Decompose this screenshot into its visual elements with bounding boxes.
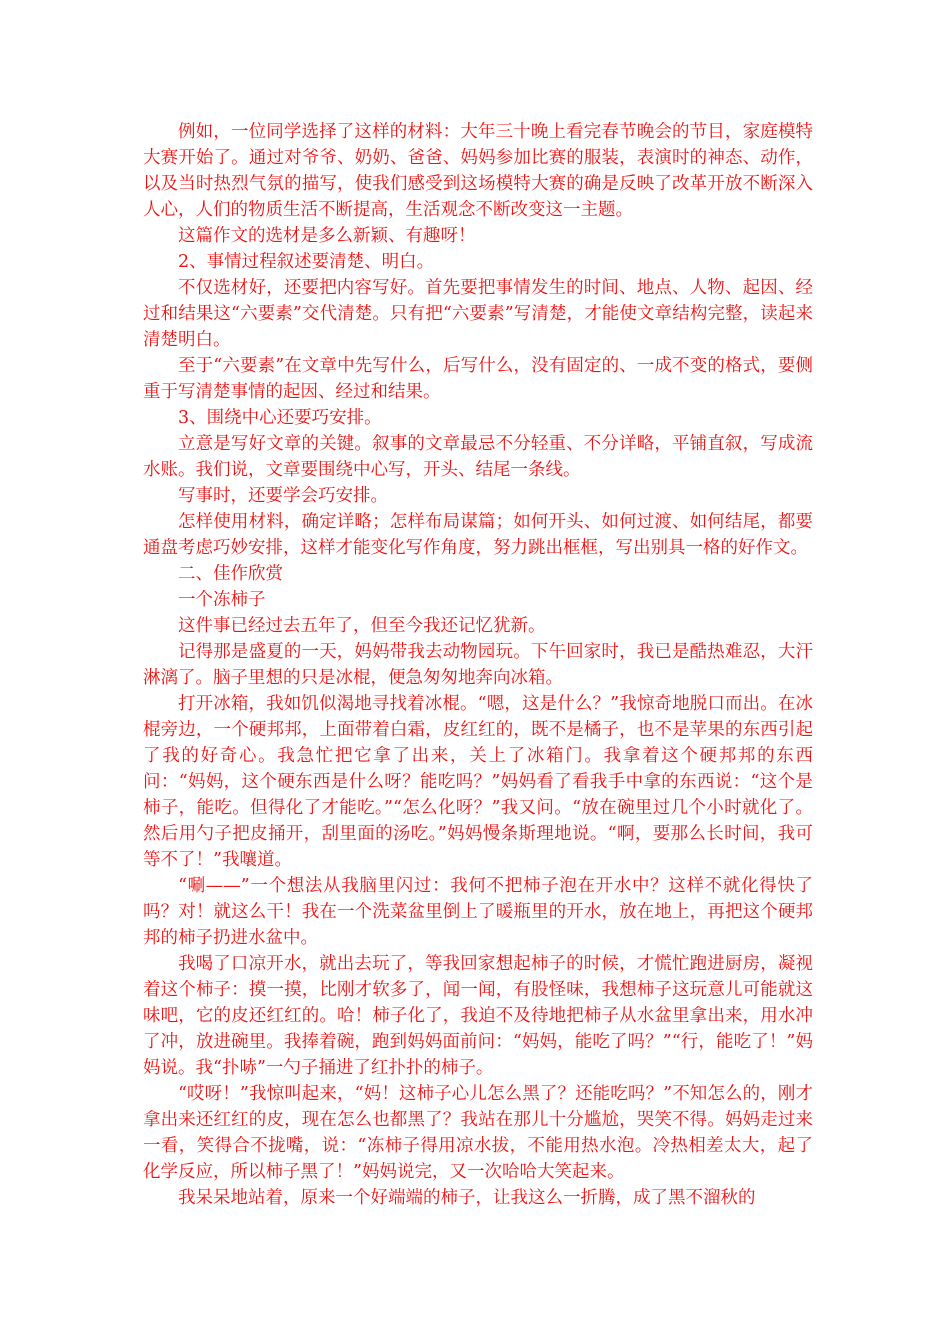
essay-paragraph: 这件事已经过去五年了，但至今我还记忆犹新。 (178, 616, 546, 636)
essay-title: 一个冻柿子 (178, 590, 266, 610)
essay-paragraph: “哎呀！”我惊叫起来，“妈！这柿子心儿怎么黑了？还能吃吗？”不知怎么的，刚才拿出来还红红的皮，现在怎么也都黑了？我站在那儿十分尴尬，哭笑不得。妈妈走过来一看，笑得合不拢嘴，说：“冻柿子得用凉水拔，不能用热水泡。冷热相差太大，起了化学反应，所以柿子黑了！”妈妈说完，又一次哈哈大笑起来。 (143, 1084, 813, 1182)
essay-paragraph: 打开冰箱，我如饥似渴地寻找着冰棍。“嗯，这是什么？”我惊奇地脱口而出。在冰棍旁边，一个硬邦邦，上面带着白霜，皮红红的，既不是橘子，也不是苹果的东西引起了我的好奇心。我急忙把它拿了出来，关上了冰箱门。我拿着这个硬邦邦的东西问：“妈妈，这个硬东西是什么呀？能吃吗？”妈妈看了看我手中拿的东西说：“这个是柿子，能吃。但得化了才能吃。”“怎么化呀？”我又问。“放在碗里过几个小时就化了。然后用勺子把皮捅开，刮里面的汤吃。”妈妈慢条斯理地说。“啊，要那么长时间，我可等不了！”我嚷道。 (143, 694, 813, 870)
paragraph-example-material: 例如，一位同学选择了这样的材料：大年三十晚上看完春节晚会的节目，家庭模特大赛开始了。通过对爷爷、奶奶、爸爸、妈妈参加比赛的服装，表演时的神态、动作，以及当时热烈气氛的描写，使我们感受到这场模特大赛的确是反映了改革开放不断深入人心，人们的物质生活不断提高，生活观念不断改变这一主题。 (143, 122, 813, 220)
section-heading-2: 2、事情过程叙述要清楚、明白。 (178, 252, 435, 272)
section-heading-appreciation: 二、佳作欣赏 (178, 564, 283, 584)
essay-paragraph: “唰——”一个想法从我脑里闪过：我何不把柿子泡在开水中？这样不就化得快了吗？对！就这么干！我在一个洗菜盆里倒上了暖瓶里的开水，放在地上，再把这个硬邦邦的柿子扔进水盆中。 (143, 876, 813, 948)
paragraph-six-elements-order: 至于“六要素”在文章中先写什么，后写什么，没有固定的、一成不变的格式，要侧重于写清楚事情的起因、经过和结果。 (143, 356, 813, 402)
section-heading-3: 3、围绕中心还要巧安排。 (178, 408, 382, 428)
paragraph-six-elements: 不仅选材好，还要把内容写好。首先要把事情发生的时间、地点、人物、起因、经过和结果这“六要素”交代清楚。只有把“六要素”写清楚，才能使文章结构完整，读起来清楚明白。 (143, 278, 813, 350)
essay-paragraph: 我喝了口凉开水，就出去玩了，等我回家想起柿子的时候，才慌忙跑进厨房，凝视着这个柿子：摸一摸，比刚才软多了，闻一闻，有股怪味，我想柿子这玩意儿可能就这味吧，它的皮还红红的。哈！柿子化了，我迫不及待地把柿子从水盆里拿出来，用水冲了冲，放进碗里。我捧着碗，跑到妈妈面前问：“妈妈，能吃了吗？”“行，能吃了！”妈妈说。我“扑哧”一勺子捅进了红扑扑的柿子。 (143, 954, 813, 1078)
paragraph-selection-novel: 这篇作文的选材是多么新颖、有趣呀！ (178, 226, 476, 246)
document-body (143, 119, 813, 1211)
paragraph-arrangement: 写事时，还要学会巧安排。 (178, 486, 388, 506)
essay-paragraph: 我呆呆地站着，原来一个好端端的柿子，让我这么一折腾，成了黑不溜秋的 (178, 1188, 756, 1208)
paragraph-theme-key: 立意是写好文章的关键。叙事的文章最忌不分轻重、不分详略，平铺直叙，写成流水账。我们说，文章要围绕中心写，开头、结尾一条线。 (143, 434, 813, 480)
essay-paragraph: 记得那是盛夏的一天，妈妈带我去动物园玩。下午回家时，我已是酷热难忍，大汗淋漓了。脑子里想的只是冰棍，便急匆匆地奔向冰箱。 (143, 642, 813, 688)
paragraph-use-materials: 怎样使用材料，确定详略；怎样布局谋篇；如何开头、如何过渡、如何结尾，都要通盘考虑巧妙安排，这样才能变化写作角度，努力跳出框框，写出别具一格的好作文。 (143, 512, 813, 558)
